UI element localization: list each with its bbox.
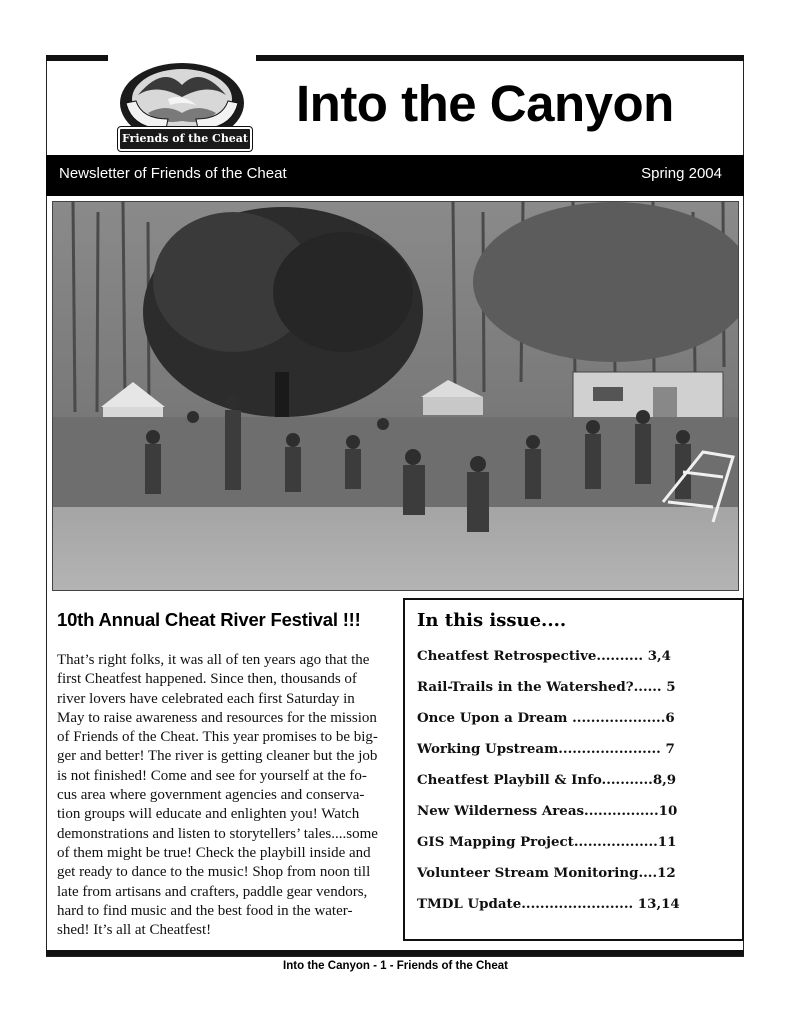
festival-photo xyxy=(52,201,739,591)
article-line: May to raise awareness and resources for the mission xyxy=(57,709,377,726)
toc-item: Once Upon a Dream ....................6 xyxy=(417,710,675,726)
newsletter-subtitle: Newsletter of Friends of the Cheat xyxy=(59,165,287,182)
article-line: is not finished! Come and see for yourself at the fo- xyxy=(57,767,367,784)
toc-item: TMDL Update........................ 13,14 xyxy=(417,896,680,912)
article-line: tion groups will educate and enlighten you! Watch xyxy=(57,806,360,823)
subtitle-band xyxy=(46,155,744,196)
article-line: hard to find music and the best food in the water- xyxy=(57,902,353,919)
article-line: cus area where government agencies and conserva- xyxy=(57,787,365,804)
article-line: That’s right folks, it was all of ten years ago that the xyxy=(57,652,370,668)
article-line: late from artisans and crafters, paddle gear vendors, xyxy=(57,883,368,900)
toc-item: Cheatfest Retrospective.......... 3,4 xyxy=(417,648,671,664)
logo-banner: Friends of the Cheat xyxy=(118,127,252,151)
article-line: river lovers have celebrated each first Saturday in xyxy=(57,690,355,707)
article-line: of Friends of the Cheat. This year promises to be big- xyxy=(57,729,378,746)
article-line: shed! It’s all at Cheatfest! xyxy=(57,922,212,939)
toc-item: New Wilderness Areas................10 xyxy=(417,803,678,819)
toc-item: Working Upstream...................... 7 xyxy=(417,741,675,757)
bottom-rule xyxy=(46,950,744,956)
toc-item: GIS Mapping Project..................11 xyxy=(417,834,677,850)
issue-date: Spring 2004 xyxy=(641,165,722,182)
article-line: of them might be true! Check the playbill inside and xyxy=(57,844,371,861)
toc-item: Cheatfest Playbill & Info...........8,9 xyxy=(417,772,677,788)
toc-list xyxy=(417,648,737,927)
page-footer: Into the Canyon - 1 - Friends of the Cheat xyxy=(283,960,508,972)
newsletter-title: Into the Canyon xyxy=(296,75,674,132)
toc-item: Volunteer Stream Monitoring....12 xyxy=(417,865,676,881)
in-this-issue-box xyxy=(403,598,744,941)
article-line: ger and better! The river is getting cleaner but the job xyxy=(57,748,378,765)
toc-item: Rail-Trails in the Watershed?...... 5 xyxy=(417,679,676,695)
article-line: get ready to dance to the music! Shop from noon till xyxy=(57,864,371,881)
friends-of-the-cheat-logo xyxy=(108,55,256,153)
article-title: 10th Annual Cheat River Festival !!! xyxy=(57,609,361,630)
toc-title: In this issue.... xyxy=(417,610,567,631)
festival-crowd-image xyxy=(53,202,739,591)
article-body xyxy=(57,651,387,940)
article-line: demonstrations and listen to storytellers’ tales....some xyxy=(57,825,378,842)
article-line: first Cheatfest happened. Since then, thousands of xyxy=(57,671,357,688)
